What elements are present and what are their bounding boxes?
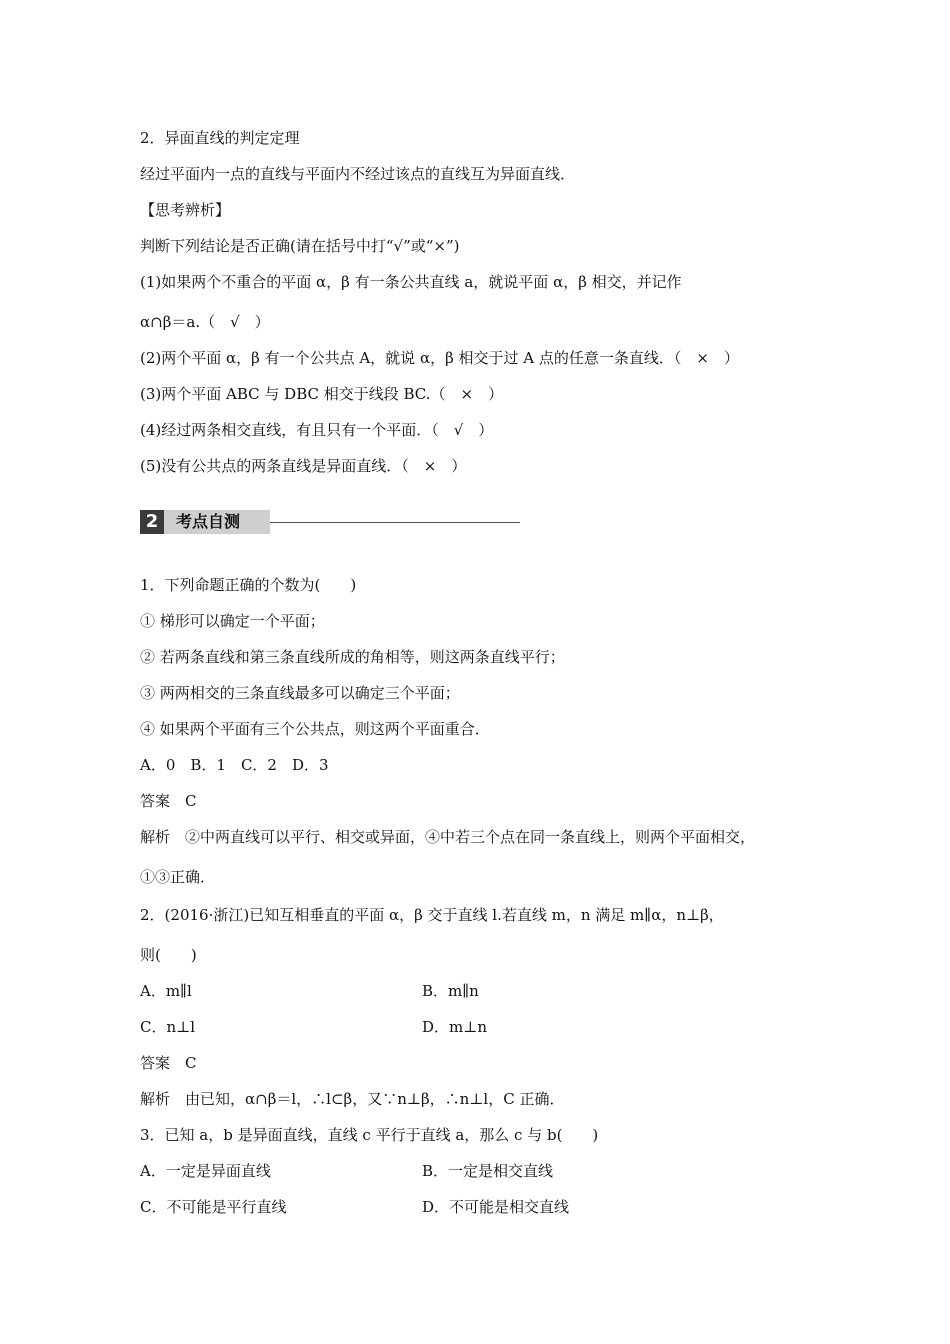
thinking-item-2: (2)两个平面 α，β 有一个公共点 A，就说 α，β 相交于过 A 点的任意一条直线．（ × ） [140,349,739,367]
q2-option-a: A．m∥l [140,982,192,1000]
theorem-heading: 2．异面直线的判定定理 [140,129,300,147]
q2-option-b: B．m∥n [422,982,479,1000]
q2-option-d: D．m⊥n [422,1018,488,1036]
q3-option-b: B．一定是相交直线 [422,1162,554,1180]
thinking-item-4: (4)经过两条相交直线，有且只有一个平面．（ √ ） [140,421,494,439]
thinking-tag: 【思考辨析】 [140,201,231,219]
q1-answer: 答案 C [140,792,197,810]
q1-analysis-cont: ①③正确． [140,868,216,886]
theorem-statement: 经过平面内一点的直线与平面内不经过该点的直线互为异面直线． [140,165,576,183]
thinking-item-1: (1)如果两个不重合的平面 α，β 有一条公共直线 a，就说平面 α，β 相交，并记作 [140,273,682,291]
section-title: 考点自测 [164,510,270,534]
q2-option-c: C．n⊥l [140,1018,196,1036]
q3-option-d: D．不可能是相交直线 [422,1198,570,1216]
section-header [140,510,520,534]
q3-option-c: C．不可能是平行直线 [140,1198,287,1216]
q1-prop-1: ① 梯形可以确定一个平面； [140,612,325,630]
section-number-badge: 2 [140,510,164,534]
q2-stem: 2．(2016·浙江)已知互相垂直的平面 α，β 交于直线 l.若直线 m，n 满足 m∥α，n⊥β， [140,906,724,924]
thinking-item-3: (3)两个平面 ABC 与 DBC 相交于线段 BC.（ × ） [140,385,504,403]
q3-option-a: A．一定是异面直线 [140,1162,271,1180]
q1-prop-2: ② 若两条直线和第三条直线所成的角相等，则这两条直线平行； [140,648,565,666]
thinking-instruction: 判断下列结论是否正确(请在括号中打“√”或“×”) [140,237,460,255]
q2-stem-cont: 则( ) [140,946,197,964]
thinking-item-1-cont: α∩β＝a.（ √ ） [140,313,270,331]
q1-options: A．0 B．1 C．2 D．3 [140,756,329,774]
q3-stem: 3．已知 a，b 是异面直线，直线 c 平行于直线 a，那么 c 与 b( ) [140,1126,599,1144]
q2-analysis: 解析 由已知，α∩β＝l，∴l⊂β，又∵n⊥β，∴n⊥l，C 正确． [140,1090,565,1108]
q1-prop-3: ③ 两两相交的三条直线最多可以确定三个平面； [140,684,460,702]
q1-stem: 1．下列命题正确的个数为( ) [140,576,357,594]
q1-analysis: 解析 ②中两直线可以平行、相交或异面，④中若三个点在同一条直线上，则两个平面相交， [140,828,756,846]
q1-prop-4: ④ 如果两个平面有三个公共点，则这两个平面重合． [140,720,490,738]
section-divider [270,522,520,523]
q2-answer: 答案 C [140,1054,197,1072]
thinking-item-5: (5)没有公共点的两条直线是异面直线．（ × ） [140,457,467,475]
